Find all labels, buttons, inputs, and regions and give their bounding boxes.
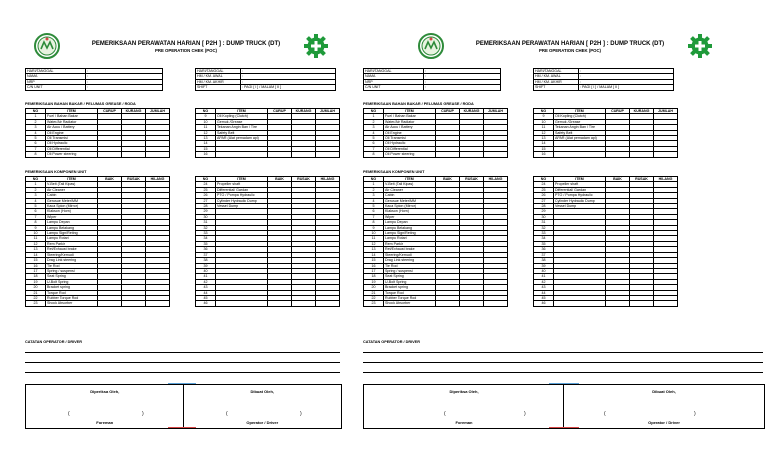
row-number: 4	[364, 198, 384, 203]
row-number: 35	[196, 241, 216, 246]
row-item: Ret/Exhaust brake	[46, 247, 98, 252]
row-item: Drag Link steering	[46, 258, 98, 263]
info-table-left: HARI/TANGGAL : NAMA : NRP : C/N UNIT :	[25, 68, 163, 91]
fluid-table-right: NO ITEM CURUP KURANG JUMLAH 9 Oli Kopling (Clutch) 10 Gemuk /Grease 11 Tekanan Angin Ban / Tire 12 Safety Belt 13 APAR (Alat pemadam api) 14 15 16	[533, 108, 678, 158]
row-number: 7	[364, 146, 384, 151]
row-number: 6	[364, 209, 384, 214]
row-number: 26	[534, 193, 554, 198]
row-number: 6	[364, 141, 384, 146]
row-number: 9	[534, 114, 554, 119]
row-item: Differential/ Gardan	[554, 187, 606, 192]
row-item: Wiper	[384, 214, 436, 219]
row-number: 33	[196, 231, 216, 236]
row-number: 5	[26, 136, 46, 141]
info-table-right: HARI/TANGGAL : HM / KM. AWAL : HM / KM. AKHIR : SHIFT : PAGI [ I ] / MALAM [ II ]	[195, 68, 336, 91]
row-item: Lampu Belakang	[46, 225, 98, 230]
check-cell[interactable]	[98, 152, 122, 157]
row-number: 9	[196, 114, 216, 119]
check-cell[interactable]	[460, 301, 484, 306]
row-number: 5	[26, 204, 46, 209]
row-number: 17	[26, 268, 46, 273]
table-row	[534, 301, 678, 306]
company-logo-icon	[33, 33, 61, 59]
section-components-title: PEMERIKSAAN KOMPONEN UNIT	[25, 170, 87, 174]
info-table-right: HARI/TANGGAL : HM / KM. AWAL : HM / KM. AKHIR : SHIFT : PAGI [ I ] / MALAM [ II ]	[533, 68, 674, 91]
row-item: Kaca Spion (Mirror)	[384, 204, 436, 209]
row-item: Rem Parkir	[384, 241, 436, 246]
row-number: 3	[26, 125, 46, 130]
row-item: Ret/Exhaust brake	[384, 247, 436, 252]
row-item: Tie Rod	[46, 263, 98, 268]
row-number: 13	[196, 136, 216, 141]
row-number: 41	[534, 274, 554, 279]
row-item: Oli Kopling (Clutch)	[554, 114, 606, 119]
row-number: 23	[26, 301, 46, 306]
row-number: 46	[196, 301, 216, 306]
row-item: Vessel Dump	[554, 204, 606, 209]
row-item: Oli Transmisi	[46, 136, 98, 141]
row-item: Steering/Kemudi	[384, 252, 436, 257]
accent-line	[168, 427, 196, 428]
row-item: Kaca Spion (Mirror)	[46, 204, 98, 209]
row-item: Gerusue Meter/MM	[46, 198, 98, 203]
row-number: 4	[26, 130, 46, 135]
check-cell[interactable]	[316, 301, 340, 306]
row-number: 20	[364, 285, 384, 290]
row-item: Seat Spring	[46, 274, 98, 279]
row-item: Air Accu / Battery	[46, 125, 98, 130]
row-number: 26	[196, 193, 216, 198]
row-number: 14	[534, 141, 554, 146]
row-item: PTO / Pompa Hydraulic	[216, 193, 268, 198]
row-number: 9	[26, 225, 46, 230]
row-item: Torque Rod	[384, 290, 436, 295]
table-row	[196, 152, 340, 157]
row-number: 15	[196, 146, 216, 151]
form-subtitle: PRE OPERATION CHEK (POC)	[155, 48, 217, 53]
row-item: APAR (Alat pemadam api)	[216, 136, 268, 141]
checked-by-label: Diperiksa Oleh,	[90, 389, 120, 394]
form-title: PEMERIKSAAN PERAWATAN HARIAN [ P2H ] : DUMP TRUCK (DT)	[91, 41, 281, 47]
row-item: U-Bolt Spring	[384, 279, 436, 284]
row-number: 7	[26, 146, 46, 151]
row-number: 38	[196, 258, 216, 263]
row-number: 10	[364, 231, 384, 236]
component-table-left: NO ITEM BAIK RUSAK HILANG 1 V-Belt (Tali Kipas) 2 Air Cleaner 3 Cabin 4 Gerusue Meter/MM 5 Kaca Spion (Mirror) 6 Klakson (Horn) 7 Wiper 8 Lampu Depan 9 Lampu Belakang 10 Lampu Sign/Reting 11 Lampu Rotari 12 Rem Parkir 13 Ret/Exhaust brake 14 Steering/Kemudi 15 Drag Link steering 16 Tie Rod 17 Spring / suspensi 18 Seat Spring 19 U-Bolt Spring 20 Bracket spring 21 Torque Rod 22 Rubber Torque Rod 23 Shock Absorber	[363, 176, 508, 307]
row-number: 35	[534, 241, 554, 246]
accent-line	[549, 383, 579, 384]
check-cell[interactable]	[146, 301, 170, 306]
row-number: 18	[26, 274, 46, 279]
row-number: 6	[26, 209, 46, 214]
row-number: 43	[534, 285, 554, 290]
row-number: 40	[534, 268, 554, 273]
row-item: Lampu Belakang	[384, 225, 436, 230]
check-cell[interactable]	[292, 301, 316, 306]
row-number: 32	[196, 225, 216, 230]
component-table-right: NO ITEM BAIK RUSAK HILANG 24 Propeller shaft 25 Differential/ Gardan 26 PTO / Pompa Hydraulic 27 Cylinder Hydraulic Dump 28 Vessel Dump 29 30 31 32 33 34 35 36 37 38 39 40 41 42 43 44 45 46	[533, 176, 678, 307]
row-number: 31	[196, 220, 216, 225]
form-subtitle: PRE OPERATION CHEK (POC)	[539, 48, 601, 53]
row-item: Seat Spring	[384, 274, 436, 279]
row-number: 32	[534, 225, 554, 230]
row-item	[216, 301, 268, 306]
row-item: Fuel / Bahan Bakar	[384, 114, 436, 119]
row-number: 41	[196, 274, 216, 279]
row-item: Lampu Sign/Reting	[384, 231, 436, 236]
row-number: 31	[534, 220, 554, 225]
row-number: 11	[196, 125, 216, 130]
table-row	[364, 301, 508, 306]
check-cell[interactable]	[606, 152, 630, 157]
row-number: 25	[534, 187, 554, 192]
row-number: 7	[364, 214, 384, 219]
notes-line	[25, 372, 340, 373]
row-number: 3	[364, 125, 384, 130]
row-item: Gemuk /Grease	[216, 119, 268, 124]
row-item: Safety Belt	[554, 130, 606, 135]
row-item: Oli Power steering	[384, 152, 436, 157]
row-number: 37	[534, 252, 554, 257]
check-cell[interactable]	[268, 301, 292, 306]
row-number: 14	[26, 252, 46, 257]
row-number: 5	[364, 136, 384, 141]
row-number: 15	[534, 146, 554, 151]
row-number: 21	[364, 290, 384, 295]
row-number: 12	[26, 241, 46, 246]
made-by-label: Dibuat Oleh,	[250, 389, 275, 394]
row-number: 36	[196, 247, 216, 252]
row-item: Lampu Rotari	[384, 236, 436, 241]
row-number: 12	[534, 130, 554, 135]
row-item: U-Bolt Spring	[46, 279, 98, 284]
check-cell[interactable]	[484, 152, 508, 157]
row-item	[216, 152, 268, 157]
check-cell[interactable]	[436, 301, 460, 306]
row-item: Air Cleaner	[46, 187, 98, 192]
check-cell[interactable]	[316, 152, 340, 157]
row-item: Safety Belt	[216, 130, 268, 135]
row-number: 27	[196, 198, 216, 203]
check-cell[interactable]	[630, 301, 654, 306]
row-number: 16	[26, 263, 46, 268]
row-item: Cabin	[384, 193, 436, 198]
row-number: 29	[196, 209, 216, 214]
row-item: Steering/Kemudi	[46, 252, 98, 257]
check-cell[interactable]	[98, 301, 122, 306]
row-number: 17	[364, 268, 384, 273]
notes-label: CATATAN OPERATOR / DRIVER	[363, 340, 420, 344]
row-number: 21	[26, 290, 46, 295]
row-number: 14	[364, 252, 384, 257]
component-table-left: NO ITEM BAIK RUSAK HILANG 1 V-Belt (Tali Kipas) 2 Air Cleaner 3 Cabin 4 Gerusue Meter/MM 5 Kaca Spion (Mirror) 6 Klakson (Horn) 7 Wiper 8 Lampu Depan 9 Lampu Belakang 10 Lampu Sign/Reting 11 Lampu Rotari 12 Rem Parkir 13 Ret/Exhaust brake 14 Steering/Kemudi 15 Drag Link steering 16 Tie Rod 17 Spring / suspensi 18 Seat Spring 19 U-Bolt Spring 20 Bracket spring 21 Torque Rod 22 Rubber Torque Rod 23 Shock Absorber	[25, 176, 170, 307]
row-number: 40	[196, 268, 216, 273]
accent-line	[168, 383, 196, 384]
row-number: 16	[534, 152, 554, 157]
row-number: 29	[534, 209, 554, 214]
row-number: 3	[26, 193, 46, 198]
row-number: 25	[196, 187, 216, 192]
section-components-title: PEMERIKSAAN KOMPONEN UNIT	[363, 170, 425, 174]
row-number: 2	[364, 119, 384, 124]
row-number: 15	[26, 258, 46, 263]
fluid-table-left: NO ITEM CURUP KURANG JUMLAH 1 Fuel / Bahan Bakar 2 Water/Air Radiator 3 Air Accu / Battery 4 Oli Engine 5 Oli Transmisi 6 Oli Hydraulic 7 Oli Differential 8 Oli Power steering	[25, 108, 170, 158]
row-item: Oli Kopling (Clutch)	[216, 114, 268, 119]
row-number: 10	[534, 119, 554, 124]
section-fluids-title: PEMERIKSAAN BAHAN BAKAR / PELUMAS GREASE / RODA	[25, 102, 136, 106]
row-item: Water/Air Radiator	[46, 119, 98, 124]
row-number: 19	[364, 279, 384, 284]
row-number: 13	[534, 136, 554, 141]
made-by-label: Dibuat Oleh,	[652, 389, 676, 394]
row-number: 2	[364, 187, 384, 192]
signature-box: Diperiksa Oleh, Dibuat Oleh, ( ) ( ) Foreman Operator / Driver	[25, 384, 342, 429]
row-number: 20	[26, 285, 46, 290]
row-item: V-Belt (Tali Kipas)	[384, 182, 436, 187]
row-item: Oli Hydraulic	[384, 141, 436, 146]
row-item: Rubber Torque Rod	[384, 295, 436, 300]
row-number: 1	[26, 182, 46, 187]
check-cell[interactable]	[146, 152, 170, 157]
info-table-left: HARI/TANGGAL : NAMA : NRP : C/N UNIT :	[363, 68, 501, 91]
row-item: Bracket spring	[384, 285, 436, 290]
row-item: Propeller shaft	[216, 182, 268, 187]
row-number: 7	[26, 214, 46, 219]
row-item: Oli Engine	[46, 130, 98, 135]
row-item: Water/Air Radiator	[384, 119, 436, 124]
check-cell[interactable]	[654, 152, 678, 157]
notes-line	[25, 362, 340, 363]
fluid-table-left: NO ITEM CURUP KURANG JUMLAH 1 Fuel / Bahan Bakar 2 Water/Air Radiator 3 Air Accu / Battery 4 Oli Engine 5 Oli Transmisi 6 Oli Hydraulic 7 Oli Differential 8 Oli Power steering	[363, 108, 508, 158]
notes-line	[363, 362, 763, 363]
row-number: 8	[26, 220, 46, 225]
row-number: 8	[364, 152, 384, 157]
check-cell[interactable]	[292, 152, 316, 157]
row-item: Cylinder Hydraulic Dump	[216, 198, 268, 203]
row-item: Wiper	[46, 214, 98, 219]
row-number: 11	[534, 125, 554, 130]
row-number: 44	[534, 290, 554, 295]
row-item: Differential/ Gardan	[216, 187, 268, 192]
row-item: Oli Engine	[384, 130, 436, 135]
component-table-right: NO ITEM BAIK RUSAK HILANG 24 Propeller shaft 25 Differential/ Gardan 26 PTO / Pompa Hydraulic 27 Cylinder Hydraulic Dump 28 Vessel Dump 29 30 31 32 33 34 35 36 37 38 39 40 41 42 43 44 45 46	[195, 176, 340, 307]
row-number: 8	[26, 152, 46, 157]
row-item: Lampu Sign/Reting	[46, 231, 98, 236]
row-number: 22	[364, 295, 384, 300]
row-item: Oli Hydraulic	[46, 141, 98, 146]
row-item	[554, 301, 606, 306]
form-title: PEMERIKSAAN PERAWATAN HARIAN [ P2H ] : DUMP TRUCK (DT)	[475, 41, 665, 47]
row-item: Oli Transmisi	[384, 136, 436, 141]
row-number: 37	[196, 252, 216, 257]
row-item: Cylinder Hydraulic Dump	[554, 198, 606, 203]
row-item: Shock Absorber	[46, 301, 98, 306]
row-number: 6	[26, 141, 46, 146]
fluid-table-right: NO ITEM CURUP KURANG JUMLAH 9 Oli Kopling (Clutch) 10 Gemuk /Grease 11 Tekanan Angin Ban / Tire 12 Safety Belt 13 APAR (Alat pemadam api) 14 15 16	[195, 108, 340, 158]
row-item: Bracket spring	[46, 285, 98, 290]
row-item: Vessel Dump	[216, 204, 268, 209]
row-number: 1	[26, 114, 46, 119]
row-item: Lampu Depan	[46, 220, 98, 225]
row-item: Tie Rod	[384, 263, 436, 268]
company-logo-icon	[417, 33, 445, 59]
row-number: 5	[364, 204, 384, 209]
row-number: 12	[196, 130, 216, 135]
row-number: 3	[364, 193, 384, 198]
table-row	[26, 152, 170, 157]
row-item: Rubber Torque Rod	[46, 295, 98, 300]
row-number: 27	[534, 198, 554, 203]
row-number: 1	[364, 182, 384, 187]
row-item: Oli Differential	[384, 146, 436, 151]
row-item: PTO / Pompa Hydraulic	[554, 193, 606, 198]
row-item: Fuel / Bahan Bakar	[46, 114, 98, 119]
table-row	[26, 301, 170, 306]
row-item: Tekanan Angin Ban / Tire	[554, 125, 606, 130]
row-number: 10	[26, 231, 46, 236]
section-fluids-title: PEMERIKSAAN BAHAN BAKAR / PELUMAS GREASE / RODA	[363, 102, 474, 106]
row-item: Lampu Depan	[384, 220, 436, 225]
checked-by-label: Diperiksa Oleh,	[449, 389, 479, 394]
safety-gear-icon	[687, 33, 713, 59]
row-number: 22	[26, 295, 46, 300]
row-number: 11	[364, 236, 384, 241]
operator-label: Operator / Driver	[648, 420, 680, 425]
row-item: Oli Differential	[46, 146, 98, 151]
notes-label: CATATAN OPERATOR / DRIVER	[25, 340, 82, 344]
check-cell[interactable]	[606, 301, 630, 306]
row-item: Oli Power steering	[46, 152, 98, 157]
row-number: 30	[196, 214, 216, 219]
check-cell[interactable]	[460, 152, 484, 157]
row-number: 39	[196, 263, 216, 268]
row-item: Gemuk /Grease	[554, 119, 606, 124]
operator-label: Operator / Driver	[246, 420, 279, 425]
row-number: 44	[196, 290, 216, 295]
check-cell[interactable]	[122, 152, 146, 157]
row-number: 1	[364, 114, 384, 119]
row-number: 28	[534, 204, 554, 209]
row-number: 45	[196, 295, 216, 300]
row-number: 2	[26, 119, 46, 124]
row-item: Cabin	[46, 193, 98, 198]
row-item: Lampu Rotari	[46, 236, 98, 241]
row-number: 16	[196, 152, 216, 157]
row-number: 2	[26, 187, 46, 192]
row-item: Spring / suspensi	[384, 268, 436, 273]
row-number: 34	[196, 236, 216, 241]
notes-line	[363, 352, 763, 353]
row-item: Rem Parkir	[46, 241, 98, 246]
row-number: 46	[534, 301, 554, 306]
notes-line	[25, 352, 340, 353]
row-number: 30	[534, 214, 554, 219]
row-number: 4	[26, 198, 46, 203]
row-item: Gerusue Meter/MM	[384, 198, 436, 203]
row-number: 13	[364, 247, 384, 252]
row-item: Propeller shaft	[554, 182, 606, 187]
row-number: 19	[26, 279, 46, 284]
check-cell[interactable]	[268, 152, 292, 157]
row-number: 9	[364, 225, 384, 230]
row-number: 45	[534, 295, 554, 300]
row-item: Air Accu / Battery	[384, 125, 436, 130]
check-cell[interactable]	[630, 152, 654, 157]
row-item: Spring / suspensi	[46, 268, 98, 273]
row-item	[554, 152, 606, 157]
row-number: 36	[534, 247, 554, 252]
foreman-label: Foreman	[96, 420, 114, 425]
form-page-right	[363, 0, 768, 466]
row-number: 39	[534, 263, 554, 268]
row-number: 38	[534, 258, 554, 263]
row-number: 12	[364, 241, 384, 246]
row-item: Klakson (Horn)	[46, 209, 98, 214]
row-number: 33	[534, 231, 554, 236]
row-number: 15	[364, 258, 384, 263]
row-number: 10	[196, 119, 216, 124]
row-item: Shock Absorber	[384, 301, 436, 306]
accent-line	[549, 427, 579, 428]
row-number: 28	[196, 204, 216, 209]
row-number: 18	[364, 274, 384, 279]
row-number: 8	[364, 220, 384, 225]
table-row	[534, 152, 678, 157]
check-cell[interactable]	[654, 301, 678, 306]
safety-gear-icon	[303, 33, 329, 59]
check-cell[interactable]	[484, 301, 508, 306]
row-item: APAR (Alat pemadam api)	[554, 136, 606, 141]
row-number: 23	[364, 301, 384, 306]
table-row	[196, 301, 340, 306]
row-number: 13	[26, 247, 46, 252]
foreman-label: Foreman	[455, 420, 473, 425]
row-item: V-Belt (Tali Kipas)	[46, 182, 98, 187]
signature-box: Diperiksa Oleh, Dibuat Oleh, ( ) ( ) Foreman Operator / Driver	[363, 384, 765, 429]
row-number: 14	[196, 141, 216, 146]
row-item: Drag Link steering	[384, 258, 436, 263]
row-number: 16	[364, 263, 384, 268]
check-cell[interactable]	[436, 152, 460, 157]
row-number: 42	[534, 279, 554, 284]
row-item: Klakson (Horn)	[384, 209, 436, 214]
row-number: 34	[534, 236, 554, 241]
row-number: 24	[196, 182, 216, 187]
row-number: 4	[364, 130, 384, 135]
row-number: 42	[196, 279, 216, 284]
check-cell[interactable]	[122, 301, 146, 306]
row-number: 24	[534, 182, 554, 187]
row-item: Tekanan Angin Ban / Tire	[216, 125, 268, 130]
notes-line	[363, 372, 763, 373]
row-number: 11	[26, 236, 46, 241]
row-item: Torque Rod	[46, 290, 98, 295]
row-item: Air Cleaner	[384, 187, 436, 192]
table-row	[364, 152, 508, 157]
row-number: 43	[196, 285, 216, 290]
